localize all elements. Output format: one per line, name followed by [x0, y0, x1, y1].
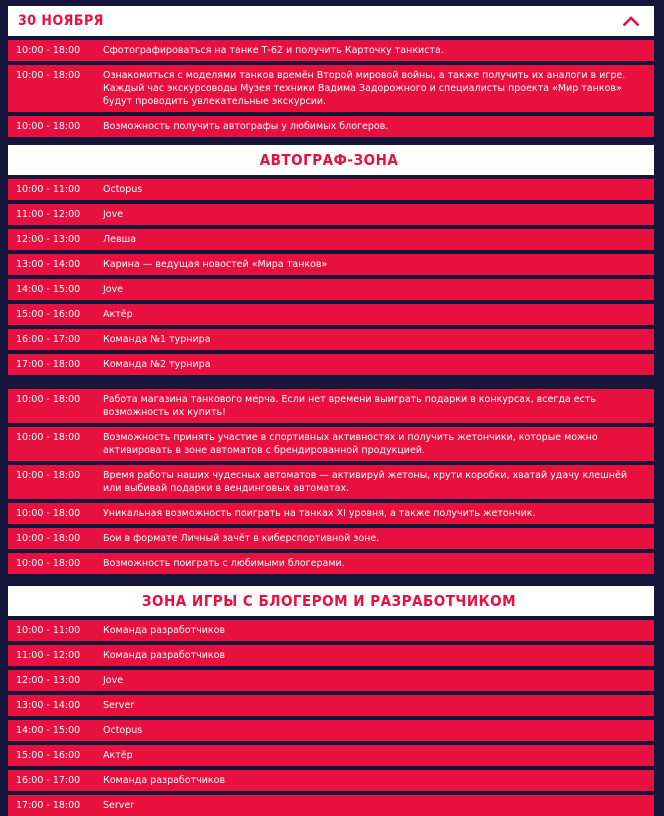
schedule-row [8, 645, 654, 666]
schedule-row [8, 720, 654, 741]
schedule-row [8, 354, 654, 375]
row-time: 17:00 - 18:00 [16, 800, 81, 811]
section-title: ЗОНА ИГРЫ С БЛОГЕРОМ И РАЗРАБОТЧИКОМ [141, 592, 517, 610]
schedule-row [8, 553, 654, 574]
schedule-row [8, 795, 654, 816]
row-text: Jove [103, 675, 124, 686]
schedule-row [8, 465, 654, 499]
day-header[interactable] [8, 6, 654, 36]
schedule-row [8, 427, 654, 461]
schedule-row [8, 745, 654, 766]
row-time: 11:00 - 12:00 [16, 209, 81, 220]
schedule-row [8, 116, 654, 137]
row-time: 10:00 - 18:00 [16, 470, 81, 481]
row-time: 10:00 - 18:00 [16, 70, 81, 81]
section-header [8, 145, 654, 175]
row-time: 10:00 - 18:00 [16, 533, 81, 544]
schedule-row [8, 304, 654, 325]
row-time: 14:00 - 15:00 [16, 284, 81, 295]
section-header [8, 586, 654, 616]
schedule-row [8, 65, 654, 112]
row-time: 11:00 - 12:00 [16, 650, 81, 661]
schedule-row [8, 695, 654, 716]
schedule-row [8, 254, 654, 275]
activities-section [8, 389, 654, 574]
row-text: Левша [103, 234, 137, 245]
row-text: Работа магазина танкового мерча. Если нет времени выиграть подарки в конкурсах, всегда есть возможность их купить! [103, 394, 596, 418]
row-text: Актёр [103, 750, 133, 761]
section-title: АВТОГРАФ-ЗОНА [259, 151, 399, 169]
day-section [8, 6, 654, 137]
chevron-up-icon[interactable] [622, 12, 640, 30]
row-text: Возможность поиграть с любимыми блогерами. [103, 558, 345, 569]
day-title: 30 НОЯБРЯ [18, 13, 104, 29]
row-time: 16:00 - 17:00 [16, 775, 81, 786]
schedule-row [8, 229, 654, 250]
row-time: 10:00 - 11:00 [16, 625, 81, 636]
row-text: Возможность получить автографы у любимых блогеров. [103, 121, 389, 132]
row-text: Jove [103, 284, 124, 295]
row-time: 17:00 - 18:00 [16, 359, 81, 370]
row-text: Ознакомиться с моделями танков времён Второй мировой войны, а также получить их аналоги в игре. Каждый час экскурсоводы Музея техники Вадима Задорожного и специалисты проекта «Мир танков» будут проводить увлекательные экскурсии. [103, 70, 626, 107]
row-text: Сфотографироваться на танке Т-62 и получить Карточку танкиста. [103, 45, 444, 56]
row-time: 13:00 - 14:00 [16, 700, 81, 711]
row-time: 16:00 - 17:00 [16, 334, 81, 345]
row-time: 10:00 - 18:00 [16, 558, 81, 569]
row-text: Команда разработчиков [103, 775, 226, 786]
schedule-row [8, 620, 654, 641]
row-text: Время работы наших чудесных автоматов — активируй жетоны, крути коробки, хватай удачу клешнёй или выбивай подарки в вендинговых автоматах. [103, 470, 628, 494]
blogger-developer-zone-section [8, 586, 654, 816]
row-time: 10:00 - 18:00 [16, 121, 81, 132]
schedule-row [8, 329, 654, 350]
row-text: Server [103, 800, 135, 811]
row-text: Команда разработчиков [103, 650, 226, 661]
row-time: 12:00 - 13:00 [16, 675, 81, 686]
row-text: Бои в формате Личный зачёт в киберспортивной зоне. [103, 533, 380, 544]
schedule-row [8, 179, 654, 200]
schedule-row [8, 204, 654, 225]
row-text: Команда №1 турнира [103, 334, 211, 345]
row-time: 13:00 - 14:00 [16, 259, 81, 270]
row-text: Jove [103, 209, 124, 220]
row-text: Возможность принять участие в спортивных активностях и получить жетончики, которые можно активировать в зоне автоматов с брендированной продукцией. [103, 432, 598, 456]
schedule-row [8, 528, 654, 549]
row-time: 15:00 - 16:00 [16, 750, 81, 761]
schedule-row [8, 40, 654, 61]
row-time: 10:00 - 11:00 [16, 184, 81, 195]
row-text: Уникальная возможность поиграть на танках XI уровня, а также получить жетончик. [103, 508, 536, 519]
row-time: 14:00 - 15:00 [16, 725, 81, 736]
schedule-row [8, 670, 654, 691]
row-time: 10:00 - 18:00 [16, 394, 81, 405]
schedule-row [8, 389, 654, 423]
schedule-row [8, 503, 654, 524]
row-text: Octopus [103, 184, 143, 195]
row-time: 12:00 - 13:00 [16, 234, 81, 245]
schedule [8, 6, 654, 816]
row-text: Команда №2 турнира [103, 359, 211, 370]
row-text: Актёр [103, 309, 133, 320]
row-time: 10:00 - 18:00 [16, 45, 81, 56]
schedule-row [8, 279, 654, 300]
autograph-zone-section [8, 145, 654, 375]
schedule-row [8, 770, 654, 791]
row-text: Карина — ведущая новостей «Мира танков» [103, 259, 328, 270]
row-time: 10:00 - 18:00 [16, 508, 81, 519]
row-time: 15:00 - 16:00 [16, 309, 81, 320]
row-text: Команда разработчиков [103, 625, 226, 636]
row-text: Server [103, 700, 135, 711]
row-text: Octopus [103, 725, 143, 736]
row-time: 10:00 - 18:00 [16, 432, 81, 443]
